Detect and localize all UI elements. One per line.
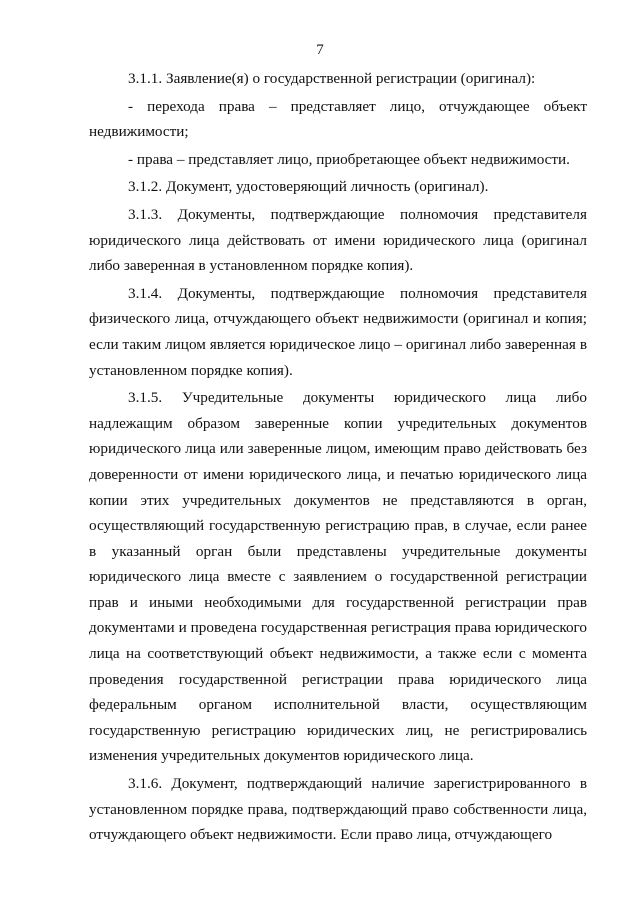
paragraph-3-1-1: 3.1.1. Заявление(я) о государственной регистрации (оригинал):: [128, 70, 536, 87]
page-number: 7: [316, 42, 324, 58]
paragraph-3-1-5: 3.1.5. Учредительные документы юридического лица либо надлежащим образом заверенные копии учредительных документов юридического лица или заверенные лицом, имеющим право действовать без доверенности от имени юридического лица, и печатью юридического лица копии этих учредительных документов не представляются в орган, осуществляющий государственную регистрацию прав, в случае, если ранее в указанный орган были представлены учредительные документы юридического лица вместе с заявлением о государственной регистрации прав и иными необходимыми для государственной регистрации прав документами и проведена государственная регистрация права юридического лица на соответствующий объект недвижимости, а также если с момента проведения государственной регистрации права юридического лица федеральным органом исполнительной власти, осуществляющим государственную регистрацию юридических лиц, не регистрировались изменения учредительных документов юридического лица.: [89, 389, 587, 765]
paragraph-3-1-2: 3.1.2. Документ, удостоверяющий личность (оригинал).: [128, 178, 489, 196]
paragraph-3-1-6: 3.1.6. Документ, подтверждающий наличие зарегистрированного в установленном порядке права, подтверждающий право собственности лица, отчуждающего объект недвижимости. Если право лица, отчуждающего: [89, 775, 587, 844]
paragraph-transfer-right: - перехода права – представляет лицо, отчуждающее объект недвижимости;: [89, 97, 587, 141]
paragraph-3-1-3: 3.1.3. Документы, подтверждающие полномочия представителя юридического лица действовать от имени юридического лица (оригинал либо заверенная в установленном порядке копия).: [89, 205, 587, 275]
paragraph-right: - права – представляет лицо, приобретающее объект недвижимости.: [128, 150, 570, 168]
document-body: [89, 66, 587, 850]
paragraph-3-1-4: 3.1.4. Документы, подтверждающие полномочия представителя физического лица, отчуждающего объект недвижимости (оригинал и копия; если таким лицом является юридическое лицо – оригинал либо заверенная в установленном порядке копия).: [89, 284, 587, 379]
